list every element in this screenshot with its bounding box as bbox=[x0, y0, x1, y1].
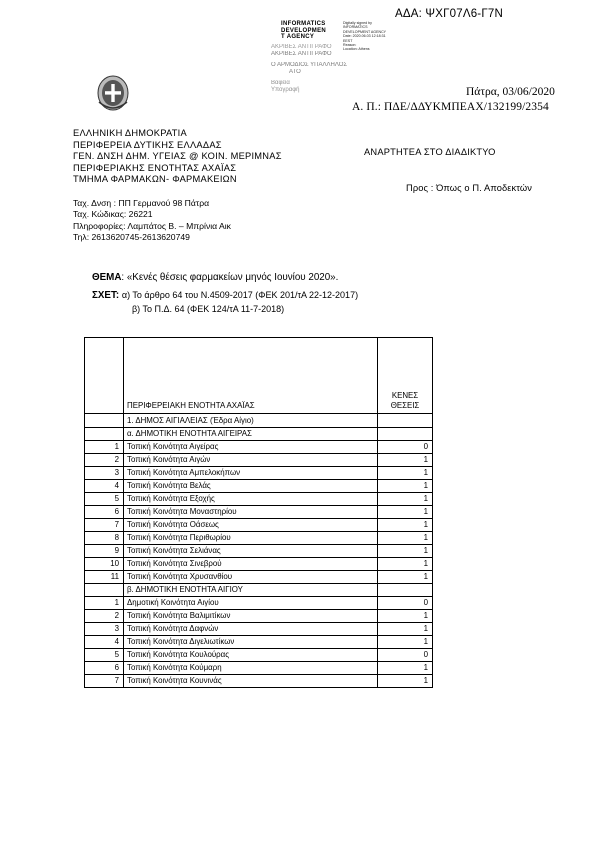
row-vacancies: 0 bbox=[378, 441, 433, 454]
stamp-detail: EEST bbox=[343, 38, 353, 43]
row-number: 4 bbox=[85, 480, 124, 493]
protocol-number: Α. Π.: ΠΔΕ/ΔΔΥΚΜΠΕΑΧ/132199/2354 bbox=[352, 101, 549, 113]
stamp-blur-line: ΑΤΟ bbox=[289, 69, 301, 75]
row-name: Τοπική Κοινότητα Κούμαρη bbox=[124, 662, 378, 675]
row-name: β. ΔΗΜΟΤΙΚΗ ΕΝΟΤΗΤΑ ΑΙΓΙΟΥ bbox=[124, 584, 378, 597]
stamp-line: DEVELOPMEN bbox=[281, 27, 327, 34]
stamp-detail: Date: 2020.06.03 12:18:31 bbox=[343, 34, 386, 39]
table-header-row bbox=[85, 338, 433, 414]
row-name: 1. ΔΗΜΟΣ ΑΙΓΙΑΛΕΙΑΣ (Έδρα Αίγιο) bbox=[124, 414, 378, 428]
ref-line: α) Το άρθρο 64 του Ν.4509-2017 (ΦΕΚ 201/τΑ 22-12-2017) bbox=[121, 290, 359, 300]
row-vacancies bbox=[378, 428, 433, 441]
vacancies-table bbox=[84, 337, 433, 688]
header-line: ΤΜΗΜΑ ΦΑΡΜΑΚΩΝ- ΦΑΡΜΑΚΕΙΩΝ bbox=[73, 174, 237, 185]
stamp-blur-line: Ο ΑΡΜΟΔΙΟΣ ΥΠΑΛΛΗΛΟΣ bbox=[271, 62, 348, 68]
row-vacancies: 1 bbox=[378, 623, 433, 636]
row-vacancies: 1 bbox=[378, 558, 433, 571]
header-line: ΓΕΝ. ΔΝΣΗ ΔΗΜ. ΥΓΕΙΑΣ @ ΚΟΙΝ. ΜΕΡΙΜΝΑΣ bbox=[73, 151, 282, 162]
references bbox=[92, 289, 358, 315]
row-name: Τοπική Κοινότητα Σελιάνας bbox=[124, 545, 378, 558]
row-vacancies: 1 bbox=[378, 545, 433, 558]
row-vacancies: 1 bbox=[378, 454, 433, 467]
header-cell-no bbox=[85, 338, 124, 414]
row-vacancies: 1 bbox=[378, 662, 433, 675]
table-row bbox=[85, 506, 433, 519]
row-number: 7 bbox=[85, 519, 124, 532]
stamp-line: T AGENCY bbox=[281, 34, 315, 41]
row-number: 8 bbox=[85, 532, 124, 545]
row-name: α. ΔΗΜΟΤΙΚΗ ΕΝΟΤΗΤΑ ΑΙΓΕΙΡΑΣ bbox=[124, 428, 378, 441]
stamp-detail: DEVELOPMENT AGENCY bbox=[343, 29, 387, 34]
greek-coat-of-arms-icon bbox=[96, 74, 130, 112]
stamp-blur-line: Βαφεία bbox=[271, 80, 290, 86]
row-vacancies: 1 bbox=[378, 532, 433, 545]
row-name: Τοπική Κοινότητα Σινεβρού bbox=[124, 558, 378, 571]
row-number bbox=[85, 428, 124, 441]
row-vacancies: 1 bbox=[378, 480, 433, 493]
table-row bbox=[85, 597, 433, 610]
row-name: Τοπική Κοινότητα Περιθωρίου bbox=[124, 532, 378, 545]
table-row bbox=[85, 480, 433, 493]
row-vacancies: 1 bbox=[378, 519, 433, 532]
table-row bbox=[85, 584, 433, 597]
contact-line: Ταχ. Κώδικας: 26221 bbox=[73, 209, 153, 220]
signature-stamp-agency bbox=[281, 21, 341, 41]
row-name: Τοπική Κοινότητα Χρυσανθίου bbox=[124, 571, 378, 584]
row-vacancies: 1 bbox=[378, 506, 433, 519]
row-name: Τοπική Κοινότητα Εξοχής bbox=[124, 493, 378, 506]
table-row bbox=[85, 662, 433, 675]
row-vacancies: 1 bbox=[378, 467, 433, 480]
stamp-line: INFORMATICS bbox=[281, 21, 326, 27]
row-number: 3 bbox=[85, 623, 124, 636]
contact-line: Τηλ: 2613620745-2613620749 bbox=[73, 232, 190, 243]
table-row bbox=[85, 649, 433, 662]
row-vacancies: 1 bbox=[378, 493, 433, 506]
table-row bbox=[85, 571, 433, 584]
contact-info bbox=[73, 198, 231, 244]
issuer-header bbox=[73, 128, 282, 186]
header-line: ΕΛΛΗΝΙΚΗ ΔΗΜΟΚΡΑΤΙΑ bbox=[73, 128, 187, 138]
contact-line: Ταχ. Δνση : ΠΠ Γερμανού 98 Πάτρα bbox=[73, 198, 210, 208]
row-vacancies: 0 bbox=[378, 649, 433, 662]
row-vacancies: 1 bbox=[378, 571, 433, 584]
posting-notice: ΑΝΑΡΤΗΤΕΑ ΣΤΟ ΔΙΑΔΙΚΤΥΟ bbox=[364, 147, 496, 157]
row-number bbox=[85, 584, 124, 597]
table-row bbox=[85, 441, 433, 454]
row-number: 5 bbox=[85, 649, 124, 662]
row-vacancies bbox=[378, 414, 433, 428]
row-number: 3 bbox=[85, 467, 124, 480]
subject-label: ΘΕΜΑ bbox=[92, 272, 122, 283]
row-number: 7 bbox=[85, 675, 124, 688]
ref-line: β) Το Π.Δ. 64 (ΦΕΚ 124/τΑ 11-7-2018) bbox=[132, 303, 285, 314]
recipients-line: Προς : Όπως ο Π. Αποδεκτών bbox=[406, 183, 532, 193]
row-number: 1 bbox=[85, 597, 124, 610]
table-row bbox=[85, 467, 433, 480]
table-row bbox=[85, 493, 433, 506]
document-date: Πάτρα, 03/06/2020 bbox=[466, 86, 555, 98]
row-name: Τοπική Κοινότητα Κουνινάς bbox=[124, 675, 378, 688]
row-number: 4 bbox=[85, 636, 124, 649]
ref-label: ΣΧΕΤ: bbox=[92, 290, 120, 301]
row-name: Τοπική Κοινότητα Μοναστηρίου bbox=[124, 506, 378, 519]
table-row bbox=[85, 428, 433, 441]
row-number: 5 bbox=[85, 493, 124, 506]
stamp-detail: INFORMATICS bbox=[343, 25, 368, 30]
row-vacancies bbox=[378, 584, 433, 597]
row-number: 9 bbox=[85, 545, 124, 558]
row-name: Τοπική Κοινότητα Βελάς bbox=[124, 480, 378, 493]
table-row bbox=[85, 414, 433, 428]
table-row bbox=[85, 532, 433, 545]
row-name: Τοπική Κοινότητα Βαλιμιτίκων bbox=[124, 610, 378, 623]
table-row bbox=[85, 636, 433, 649]
row-number: 11 bbox=[85, 571, 124, 584]
subject-text: : «Κενές θέσεις φαρμακείων μηνός Ιουνίου 2020». bbox=[121, 272, 339, 283]
table-row bbox=[85, 454, 433, 467]
certified-copy-stamp bbox=[271, 44, 351, 94]
row-name: Τοπική Κοινότητα Διγελιωτίκων bbox=[124, 636, 378, 649]
subject-line bbox=[92, 272, 338, 284]
stamp-detail: Reason: bbox=[343, 43, 357, 48]
signature-stamp-details bbox=[343, 21, 403, 52]
header-cell-vacancies: ΚΕΝΕΣ ΘΕΣΕΙΣ bbox=[378, 338, 433, 414]
row-number: 6 bbox=[85, 506, 124, 519]
row-name: Τοπική Κοινότητα Αιγείρας bbox=[124, 441, 378, 454]
header-line: ΠΕΡΙΦΕΡΙΑΚΗΣ ΕΝΟΤΗΤΑΣ ΑΧΑΪΑΣ bbox=[73, 162, 237, 173]
table-row bbox=[85, 623, 433, 636]
row-number: 2 bbox=[85, 610, 124, 623]
stamp-blur-line: Υπογραφή bbox=[271, 87, 300, 93]
row-vacancies: 0 bbox=[378, 597, 433, 610]
row-number: 6 bbox=[85, 662, 124, 675]
row-name: Τοπική Κοινότητα Αμπελοκήπων bbox=[124, 467, 378, 480]
header-cell-region: ΠΕΡΙΦΕΡΕΙΑΚΗ ΕΝΟΤΗΤΑ ΑΧΑΪΑΣ bbox=[124, 338, 378, 414]
table-row bbox=[85, 519, 433, 532]
contact-line: Πληροφορίες: Λαμπάτος Β. – Μπρίνια Αικ bbox=[73, 220, 231, 231]
row-number bbox=[85, 414, 124, 428]
stamp-blur-line: ΑΚΡΙΒΕΣ ΑΝΤΙΓΡΑΦΟ bbox=[271, 44, 332, 50]
stamp-blur-line: ΑΚΡΙΒΕΣ ΑΝΤΙΓΡΑΦΟ bbox=[271, 51, 332, 57]
row-name: Τοπική Κοινότητα Αιγών bbox=[124, 454, 378, 467]
header-line: ΠΕΡΙΦΕΡΕΙΑ ΔΥΤΙΚΗΣ ΕΛΛΑΔΑΣ bbox=[73, 139, 222, 150]
row-name: Τοπική Κοινότητα Δαφνών bbox=[124, 623, 378, 636]
row-vacancies: 1 bbox=[378, 610, 433, 623]
table-row bbox=[85, 558, 433, 571]
row-name: Τοπική Κοινότητα Οάσεως bbox=[124, 519, 378, 532]
row-number: 10 bbox=[85, 558, 124, 571]
row-number: 1 bbox=[85, 441, 124, 454]
row-name: Τοπική Κοινότητα Κουλούρας bbox=[124, 649, 378, 662]
table-row bbox=[85, 610, 433, 623]
row-vacancies: 1 bbox=[378, 636, 433, 649]
table-row bbox=[85, 545, 433, 558]
row-name: Δημοτική Κοινότητα Αιγίου bbox=[124, 597, 378, 610]
stamp-detail: Location: Athens bbox=[343, 47, 370, 52]
ada-code: ΑΔΑ: ΨΧΓ07Λ6-Γ7Ν bbox=[395, 8, 503, 20]
row-number: 2 bbox=[85, 454, 124, 467]
table-row bbox=[85, 675, 433, 688]
row-vacancies: 1 bbox=[378, 675, 433, 688]
stamp-detail: Digitally signed by bbox=[343, 21, 372, 25]
